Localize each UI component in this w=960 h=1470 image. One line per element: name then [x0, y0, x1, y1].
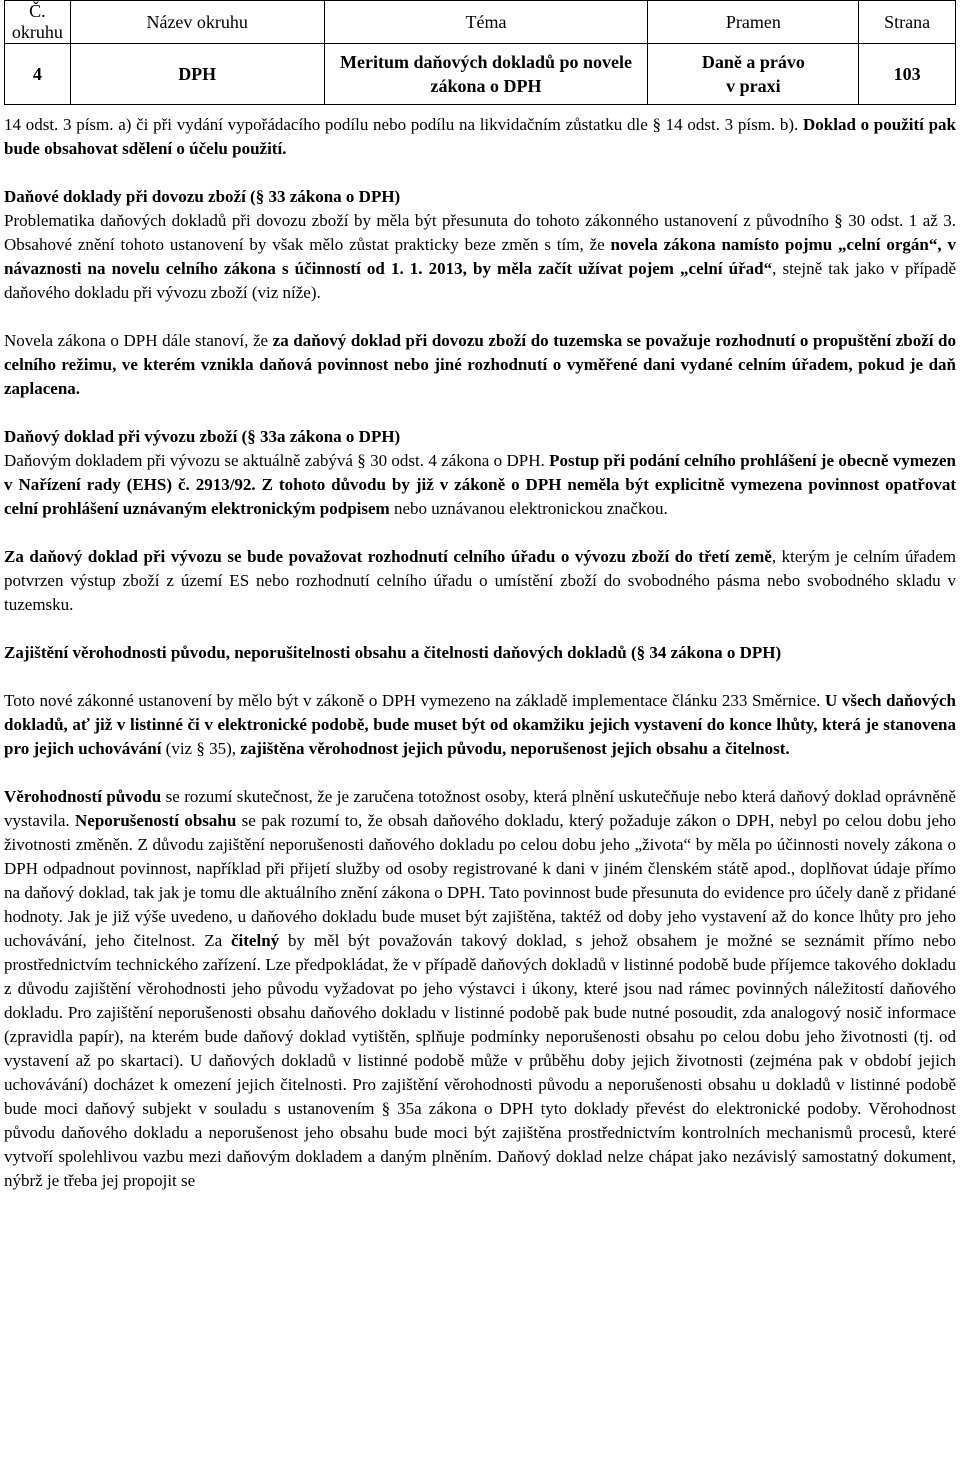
- text-bold: Věrohodností původu: [4, 787, 162, 806]
- heading-dovoz: [4, 185, 956, 209]
- text: Problematika daňových dokladů při dovozu zboží by měla být přesunuta do tohoto zákonného ustanovení z původního § 30 odst. 1 až 3. Obsahové znění tohoto ustanovení by však mělo zůstat prakticky beze změn s tím, že: [4, 211, 956, 254]
- paragraph-intro: [4, 113, 956, 161]
- cell-nazev: DPH: [70, 44, 324, 105]
- paragraph-doklad-vyvoz: [4, 545, 956, 617]
- col-nazev-okruhu: Název okruhu: [70, 1, 324, 44]
- pramen-line1: Daně a právo: [701, 52, 805, 72]
- heading-vyvoz: [4, 425, 956, 449]
- text: Toto nové zákonné ustanovení by mělo být v zákoně o DPH vymezeno na základě implementace článku 233 Směrnice.: [4, 691, 825, 710]
- text: se pak rozumí to, že obsah daňového dokladu, který požaduje zákon o DPH, nebyl po celou dobu jeho životnosti změněn. Z důvodu zajištění neporušenosti daňového dokladu po celou dobu jeho „života“ by měla po účinnosti novely zákona o DPH odpadnout povinnost, například při přijetí služby od osoby registrované k dani v jiném členském státě apod., doplňovat údaje přímo na daňový doklad, tak jak je tomu dle aktuálního znění zákona o DPH. Tato povinnost bude přesunuta do evidence pro účely daně z přidané hodnoty. Jak je již výše uvedeno, u daňového dokladu bude muset být zajištěna, taktéž od doby jeho vystavení až do konce lhůty pro jeho uchovávání, jeho čitelnost. Za: [4, 811, 956, 950]
- cell-strana: 103: [859, 44, 956, 105]
- text: by měl být považován takový doklad, s jehož obsahem je možné se seznámit přímo nebo prostřednictvím technického zařízení. Lze předpokládat, že v případě daňových dokladů v listinné podobě bude příjemce takového dokladu z důvodu zajištění věrohodnosti jeho původu vyžadovat po jeho výstavci i úkony, které jsou nad rámec povinných náležitostí daňového dokladu. Pro zajištění neporušenosti obsahu daňového dokladu v listinné podobě pak bude nutné posoudit, zda analogový nosič informace (zpravidla papír), na kterém bude daňový doklad vytištěn, splňuje podmínky neporušenosti obsahu po celou dobu jeho životnosti (tj. od vystavení až po skartaci). U daňových dokladů v listinné podobě může v průběhu doby jejich životnosti (zejména pak v období jejich uchovávání) docházet k omezení jejich čitelnosti. Pro zajištění věrohodnosti původu a neporušenosti obsahu u dokladů v listinné podobě bude moci daňový subjekt v souladu s ustanovením § 35a zákona o DPH tyto doklady převést do elektronické podoby. Věrohodnost původu daňového dokladu a neporušenost jeho obsahu bude moci být zajištěna prostřednictvím kontrolních mechanismů procesů, které vytvoří spolehlivou vazbu mezi daňovým dokladem a daným plněním. Daňový doklad nelze chápat jako nezávislý samostatný dokument, nýbrž je třeba jej propojit se: [4, 931, 956, 1190]
- text-bold: Za daňový doklad při vývozu se bude považovat rozhodnutí celního úřadu o vývozu zboží do třetí země: [4, 547, 772, 566]
- cell-pramen: [648, 44, 859, 105]
- paragraph-vyvoz: [4, 449, 956, 521]
- cell-cislo: 4: [5, 44, 71, 105]
- text: , stejně tak jako v případě daňového dokladu při vývozu zboží (viz níže).: [4, 259, 957, 302]
- text: 14 odst. 3 písm. a) či při vydání vypořádacího podílu nebo podílu na likvidačním zůstatku dle § 14 odst. 3 písm. b).: [4, 115, 803, 134]
- header-table: [4, 0, 956, 105]
- col-cislo-okruhu: Č. okruhu: [5, 1, 71, 44]
- text-bold: zajištěna věrohodnost jejich původu, neporušenost jejich obsahu a čitelnost.: [240, 739, 790, 758]
- text-bold: novela zákona namísto pojmu „celní orgán“, v návaznosti na novelu celního zákona s účinností od 1. 1. 2013, by měla začít užívat pojem „celní úřad“: [4, 235, 956, 278]
- text: se rozumí skutečnost, že je zaručena totožnost osoby, která plnění uskutečňuje nebo která daňový doklad oprávněně vystavila.: [4, 787, 956, 830]
- text-bold: Postup při podání celního prohlášení je obecně vymezen v Nařízení rady (EHS) č. 2913/92. Z tohoto důvodu by již v zákoně o DPH neměla být explicitně vymezena povinnost opatřovat celní prohlášení uznávaným elektronickým podpisem: [4, 451, 956, 518]
- col-pramen: Pramen: [648, 1, 859, 44]
- text-bold: čitelný: [231, 931, 280, 950]
- col-strana: Strana: [859, 1, 956, 44]
- pramen-line2: v praxi: [726, 76, 781, 96]
- cell-tema: Meritum daňových dokladů po novele zákona o DPH: [324, 44, 648, 105]
- heading-text: Zajištění věrohodnosti původu, neporušitelnosti obsahu a čitelnosti daňových dokladů (§ 34 zákona o DPH): [4, 643, 782, 662]
- header-row: [5, 1, 956, 44]
- heading-text: Daňové doklady při dovozu zboží (§ 33 zákona o DPH): [4, 187, 401, 206]
- text: Novela zákona o DPH dále stanoví, že: [4, 331, 273, 350]
- heading-text: Daňový doklad při vývozu zboží (§ 33a zákona o DPH): [4, 427, 401, 446]
- paragraph-verohodnost: [4, 785, 956, 1193]
- text: Daňovým dokladem při vývozu se aktuálně zabývá § 30 odst. 4 zákona o DPH.: [4, 451, 550, 470]
- paragraph-dovoz: [4, 209, 956, 305]
- paragraph-smernice: [4, 689, 956, 761]
- heading-zajisteni: [4, 641, 956, 665]
- document-body: [4, 113, 956, 1193]
- text-bold: U všech daňových dokladů, ať již v listinné či v elektronické podobě, bude muset být od okamžiku jejich vystavení do konce lhůty, která je stanovena pro jejich uchovávání: [4, 691, 956, 758]
- text: , kterým je celním úřadem potvrzen výstup zboží z území ES nebo rozhodnutí celního úřadu o umístění zboží do svobodného pásma nebo svobodného skladu v tuzemsku.: [4, 547, 956, 614]
- text: nebo uznávanou elektronickou značkou.: [389, 499, 668, 518]
- text-bold: za daňový doklad při dovozu zboží do tuzemska se považuje rozhodnutí o propuštění zboží do celního režimu, ve kterém vznikla daňová povinnost nebo jiné rozhodnutí o vyměřené dani vydané celním úřadem, pokud je daň zaplacena.: [4, 331, 957, 398]
- col-tema: Téma: [324, 1, 648, 44]
- text: (viz § 35),: [161, 739, 241, 758]
- text-bold: Doklad o použití pak bude obsahovat sdělení o účelu použití.: [4, 115, 956, 158]
- paragraph-novela: [4, 329, 956, 401]
- data-row: [5, 44, 956, 105]
- text-bold: Neporušeností obsahu: [75, 811, 237, 830]
